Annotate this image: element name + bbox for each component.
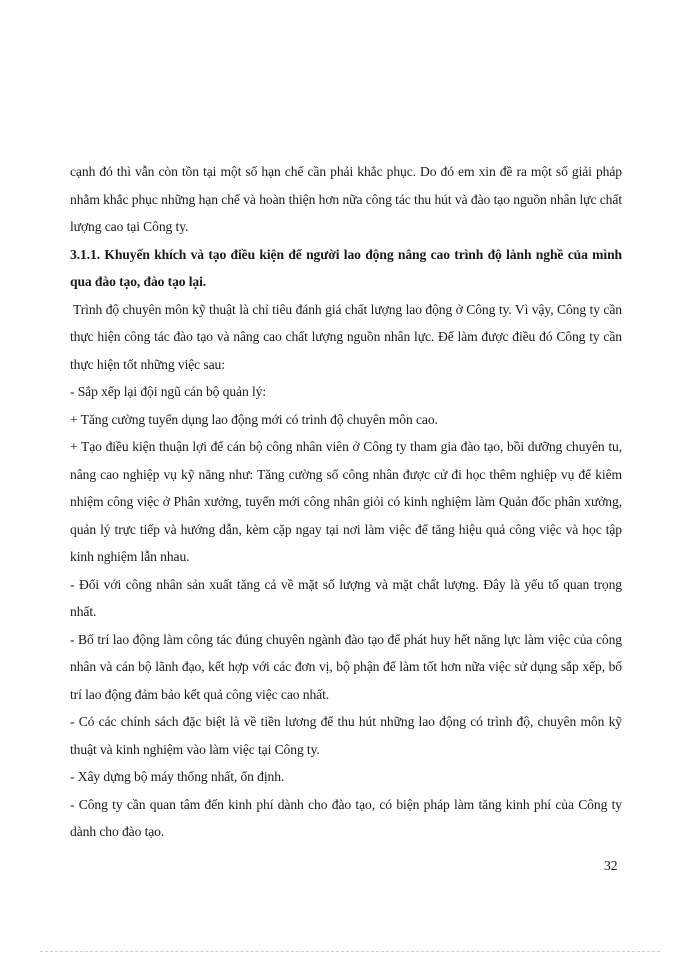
list-item: - Xây dựng bộ máy thống nhất, ổn định. — [70, 769, 285, 784]
section-heading: 3.1.1. Khuyến khích và tạo điều kiện để người lao động nâng cao trình độ lành nghề của mình qua đào tạo, đào tạo lại. — [70, 246, 622, 289]
page-bottom-divider — [40, 951, 660, 952]
list-item: + Tăng cường tuyển dụng lao động mới có trình độ chuyên môn cao. — [70, 411, 438, 427]
list-item: - Đối với công nhân sản xuất tăng cả về mặt số lượng và mặt chất lượng. Đây là yếu tố quan trọng nhất. — [70, 576, 622, 619]
list-item: + Tạo điều kiện thuận lợi để cán bộ công nhân viên ở Công ty tham gia đào tạo, bồi dưỡng chuyên tu, nâng cao nghiệp vụ kỹ năng như: Tăng cường số công nhân được cử đi học thêm nghiệp vụ để kiêm nhiệm công việc ở Phân xưởng, tuyển mới công nhân giỏi có kinh nghiệm làm Quản đốc phân xưởng, quản lý trực tiếp và hướng dẫn, kèm cặp ngay tại nơi làm việc để tăng hiệu quả công việc và học tập kinh nghiệm lẫn nhau. — [70, 439, 622, 564]
page-body — [70, 158, 622, 846]
paragraph-intro: cạnh đó thì vẫn còn tồn tại một số hạn chế cần phải khắc phục. Do đó em xin đề ra một số giải pháp nhằm khắc phục những hạn chế và hoàn thiện hơn nữa công tác thu hút và đào tạo nguồn nhân lực chất lượng cao tại Công ty. — [70, 164, 622, 234]
list-item: - Công ty cần quan tâm đến kinh phí dành cho đào tạo, có biện pháp làm tăng kinh phí của Công ty dành cho đào tạo. — [70, 796, 622, 839]
page-number: 32 — [604, 858, 618, 873]
list-item: - Có các chính sách đặc biệt là về tiền lương để thu hút những lao động có trình độ, chuyên môn kỹ thuật và kinh nghiệm vào làm việc tại Công ty. — [70, 714, 622, 757]
list-item: - Sắp xếp lại đội ngũ cán bộ quản lý: — [70, 384, 267, 399]
list-item: - Bố trí lao động làm công tác đúng chuyên ngành đào tạo để phát huy hết năng lực làm việc của công nhân và cán bộ lãnh đạo, kết hợp với các đơn vị, bộ phận để làm tốt hơn nữa việc sử dụng sắp xếp, bố trí lao động đảm bảo kết quả công việc cao nhất. — [70, 631, 622, 702]
paragraph-body: Trình độ chuyên môn kỹ thuật là chỉ tiêu đánh giá chất lượng lao động ở Công ty. Vì vậy, Công ty cần thực hiện công tác đào tạo và nâng cao chất lượng nguồn nhân lực. Để làm được điều đó Công ty cần thực hiện tốt những việc sau: — [70, 301, 622, 372]
